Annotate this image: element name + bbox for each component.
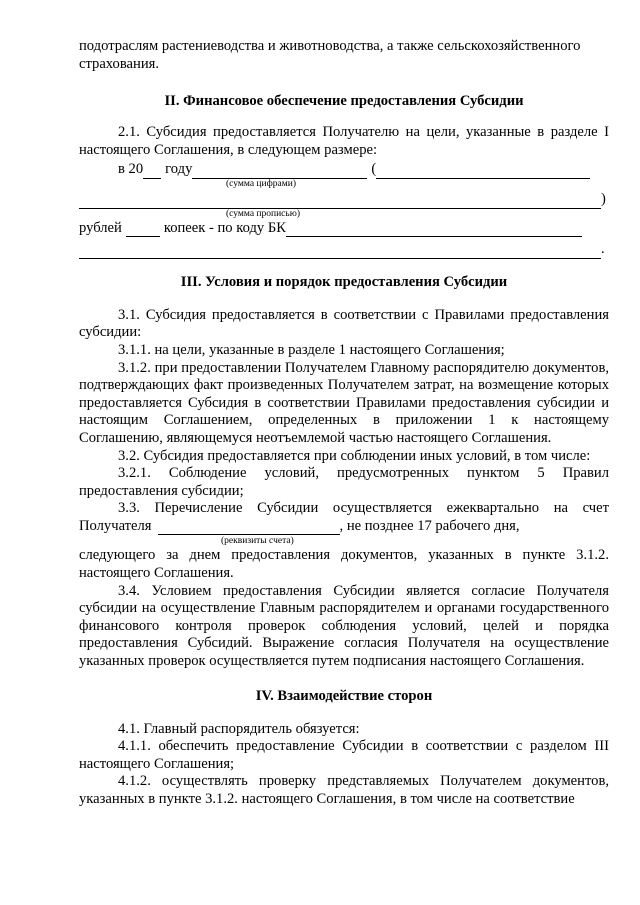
caption-sum-words: (сумма прописью) [226,208,300,219]
clause-4-1: 4.1. Главный распорядитель обязуется: [118,720,360,737]
clause-3-3-deadline: , не позднее 17 рабочего дня, [339,517,520,534]
clause-2-1: 2.1. Субсидия предоставляется Получателю на цели, указанные в разделе I настоящего Соглашения, в следующем размере: [79,124,609,158]
section-3-heading: III. Условия и порядок предоставления Субсидии [180,273,508,290]
amount-year-row [79,161,609,190]
account-details-blank[interactable] [158,521,340,535]
clause-3-3-rest: следующего за днем предоставления документов, указанных в пункте 3.1.2. настоящего Соглашения. [79,547,609,582]
caption-sum-digits: (сумма цифрами) [226,179,296,190]
clause-4-1-2: 4.1.2. осуществлять проверку представляемых Получателем документов, указанных в пункте 3.1.2. настоящего Соглашения, в том числе на соответствие [79,773,609,807]
kbk-continuation-row [79,241,609,259]
open-paren: ( [371,161,377,178]
clause-3-3-line-1: 3.3. Перечисление Субсидии осуществляется ежеквартально на счет [118,500,609,517]
recipient-label: Получателя [79,517,152,534]
kbk-blank[interactable] [286,223,582,237]
kopecks-label: копеек - по коду БК [163,219,286,236]
kbk-row [79,220,609,238]
account-row [79,517,609,546]
kopecks-blank[interactable] [126,223,160,237]
kbk-dot: . [601,241,605,258]
clause-3-2-1: 3.2.1. Соблюдение условий, предусмотренных пунктом 5 Правил предоставления субсидии; [79,465,609,499]
rubles-label: рублей [79,219,122,236]
year-suffix: году [165,161,193,178]
clause-3-2: 3.2. Субсидия предоставляется при соблюдении иных условий, в том числе: [118,447,591,464]
amount-words-row [79,190,609,219]
intro-line-1: подотраслям растениеводства и животноводства, а также сельскохозяйственного [79,38,581,54]
clause-3-1-2: 3.1.2. при предоставлении Получателем Главному распорядителю документов, подтверждающих факт произведенных Получателем затрат, на возмещение которых предоставляется Субсидия в соответствии Правилами предоставления субсидии и настоящим Соглашением, определенных в приложении 1 к настоящему Соглашению, являющемуся неотъемлемой частью настоящего Соглашения. [79,359,609,446]
clause-3-4: 3.4. Условием предоставления Субсидии является согласие Получателя субсидии на осуществление Главным распорядителем и органами государственного финансового контроля проверок соблюдения условий, целей и порядка предоставления Субсидий. Выражение согласия Получателя на осуществление указанных проверок осуществляется путем подписания настоящего Соглашения. [79,582,609,670]
clause-4-1-1: 4.1.1. обеспечить предоставление Субсидии в соответствии с разделом III настоящего Соглашения; [79,738,609,772]
document-page [79,38,609,809]
amount-digits-blank[interactable] [192,165,367,179]
clause-3-1: 3.1. Субсидия предоставляется в соответствии с Правилами предоставления субсидии: [79,306,609,341]
amount-words-blank-2[interactable] [79,195,601,209]
caption-account-details: (реквизиты счета) [221,535,294,546]
amount-words-blank-1[interactable] [376,165,590,179]
year-blank[interactable] [143,165,161,179]
section-2-heading: II. Финансовое обеспечение предоставления Субсидии [164,93,524,110]
kbk-blank-2[interactable] [79,245,601,259]
clause-3-1-1: 3.1.1. на цели, указанные в разделе 1 настоящего Соглашения; [118,341,505,358]
section-4-heading: IV. Взаимодействие сторон [255,687,433,704]
intro-line-2: страхования. [79,55,160,72]
year-prefix: в 20 [118,161,144,178]
close-paren: ) [601,190,606,207]
